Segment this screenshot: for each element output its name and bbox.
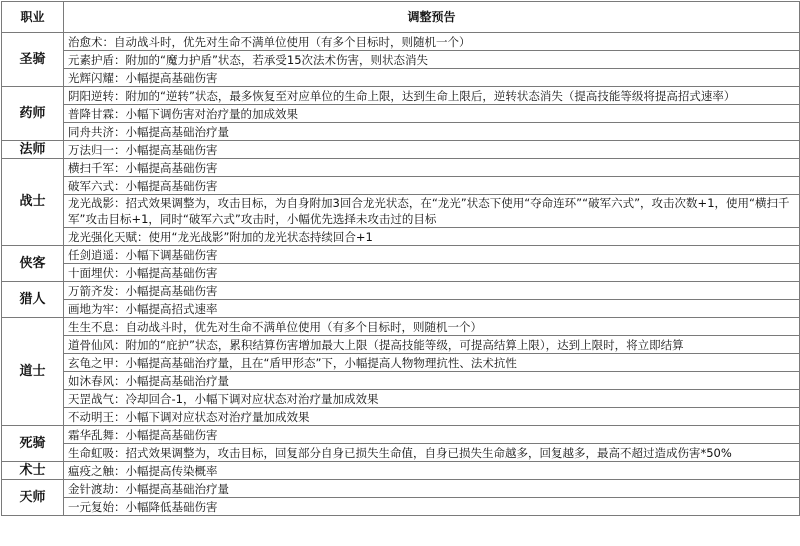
table-row [2,480,800,498]
adjustment-item: 破军六式：小幅提高基础伤害 [64,177,800,195]
adjustment-item: 十面埋伏：小幅提高基础伤害 [64,264,800,282]
table-row [2,141,800,159]
adjustment-item: 万法归一：小幅提高基础伤害 [64,141,800,159]
header-row [2,2,800,33]
table-row [2,159,800,177]
class-name: 猎人 [2,282,64,318]
adjustment-item: 龙光战影：招式效果调整为，攻击目标，为自身附加3回合龙光状态，在“龙光”状态下使用“夺命连环”“破军六式”，攻击次数+1，使用“横扫千军”攻击目标+1，同时“破军六式”攻击时，小幅优先选择未攻击过的目标 [64,195,800,228]
adjustment-item: 元素护盾：附加的“魔力护盾”状态，若承受15次法术伤害，则状态消失 [64,51,800,69]
adjustment-item: 瘟疫之触：小幅提高传染概率 [64,462,800,480]
adjustment-item: 道骨仙风：附加的“庇护”状态，累积结算伤害增加最大上限（提高技能等级，可提高结算上限），达到上限时，将立即结算 [64,336,800,354]
table-row [2,300,800,318]
table-row [2,354,800,372]
table-row [2,195,800,228]
adjustment-item: 治愈术：自动战斗时，优先对生命不满单位使用（有多个目标时，则随机一个） [64,33,800,51]
adjustment-item: 生生不息：自动战斗时，优先对生命不满单位使用（有多个目标时，则随机一个） [64,318,800,336]
table-row [2,105,800,123]
table-row [2,390,800,408]
table-row [2,498,800,516]
table-row [2,69,800,87]
table-row [2,282,800,300]
table-row [2,33,800,51]
adjustment-item: 天罡战气：冷却回合-1，小幅下调对应状态对治疗量加成效果 [64,390,800,408]
adjustment-item: 金针渡劫：小幅提高基础治疗量 [64,480,800,498]
adjustment-item: 生命虹吸：招式效果调整为，攻击目标，回复部分自身已损失生命值，自身已损失生命越多，回复越多，最高不超过造成伤害*50% [64,444,800,462]
adjustment-item: 普降甘霖：小幅下调伤害对治疗量的加成效果 [64,105,800,123]
adjustment-item: 同舟共济：小幅提高基础治疗量 [64,123,800,141]
class-name: 天师 [2,480,64,516]
adjustment-item: 如沐春风：小幅提高基础治疗量 [64,372,800,390]
class-name: 术士 [2,462,64,480]
adjustment-item: 任剑逍遥：小幅下调基础伤害 [64,246,800,264]
adjustment-item: 龙光强化天赋：使用“龙光战影”附加的龙光状态持续回合+1 [64,228,800,246]
table-row [2,408,800,426]
table-row [2,246,800,264]
table-row [2,228,800,246]
table-row [2,426,800,444]
class-name: 死骑 [2,426,64,462]
adjustment-table [1,1,800,516]
adjustment-item: 一元复始：小幅降低基础伤害 [64,498,800,516]
table-row [2,51,800,69]
table-row [2,336,800,354]
adjustment-item: 光辉闪耀：小幅提高基础伤害 [64,69,800,87]
table-row [2,264,800,282]
header-class: 职业 [2,2,64,33]
class-name: 药师 [2,87,64,141]
table-row [2,177,800,195]
table-row [2,462,800,480]
header-adjustment: 调整预告 [64,2,800,33]
adjustment-item: 画地为牢：小幅提高招式速率 [64,300,800,318]
adjustment-item: 霜华乱舞：小幅提高基础伤害 [64,426,800,444]
table-row [2,444,800,462]
class-name: 法师 [2,141,64,159]
class-name: 道士 [2,318,64,426]
class-name: 战士 [2,159,64,246]
class-name: 圣骑 [2,33,64,87]
adjustment-item: 阴阳逆转：附加的“逆转”状态，最多恢复至对应单位的生命上限，达到生命上限后，逆转状态消失（提高技能等级将提高招式速率） [64,87,800,105]
table-row [2,123,800,141]
adjustment-item: 玄龟之甲：小幅提高基础治疗量，且在“盾甲形态”下，小幅提高人物物理抗性、法术抗性 [64,354,800,372]
table-row [2,372,800,390]
adjustment-item: 不动明王：小幅下调对应状态对治疗量加成效果 [64,408,800,426]
class-name: 侠客 [2,246,64,282]
adjustment-item: 横扫千军：小幅提高基础伤害 [64,159,800,177]
table-row [2,87,800,105]
table-row [2,318,800,336]
adjustment-item: 万箭齐发：小幅提高基础伤害 [64,282,800,300]
